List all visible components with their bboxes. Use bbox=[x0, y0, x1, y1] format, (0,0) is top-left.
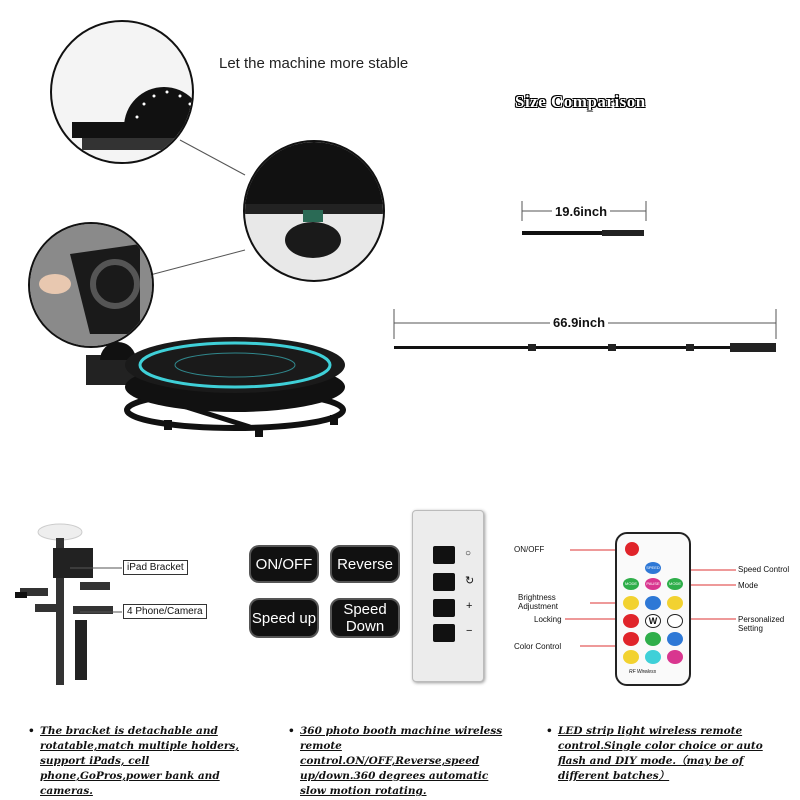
bullet-booth-remote-text: 360 photo booth machine wireless remote control.ON/OFF,Reverse,speed up/down.360 degrees automatic slow motion rotating. bbox=[300, 725, 503, 797]
speed-down-button: Speed Down bbox=[330, 598, 400, 638]
power-symbol: ○ bbox=[465, 548, 472, 559]
remote-key-power bbox=[433, 546, 455, 564]
remote-key-plus bbox=[433, 599, 455, 617]
bullet-bracket-text: The bracket is detachable and rotatable,match multiple holders, support iPads, cell phone,GoPros,power bank and cameras. bbox=[40, 725, 239, 797]
bullet-booth-remote bbox=[288, 724, 515, 799]
led-white-key: W bbox=[645, 614, 661, 628]
led-settings-key bbox=[667, 614, 683, 628]
led-power-key bbox=[625, 542, 639, 556]
led-red-key bbox=[623, 632, 639, 646]
led-brand-label: RF Wireless bbox=[629, 669, 657, 675]
led-pink-key bbox=[667, 650, 683, 664]
led-brightness-down-key bbox=[623, 596, 639, 610]
ipad-bracket-label: iPad Bracket bbox=[123, 560, 188, 575]
led-green-key bbox=[645, 632, 661, 646]
remote-key-minus bbox=[433, 624, 455, 642]
bullet-led-remote-text: LED strip light wireless remote control.Single color choice or auto flash and DIY mode.（may be of different batches） bbox=[558, 725, 763, 782]
minus-symbol: − bbox=[466, 625, 473, 637]
plus-symbol: + bbox=[466, 600, 473, 612]
bullet-led-remote bbox=[546, 724, 768, 784]
speed-up-button: Speed up bbox=[249, 598, 319, 638]
on-off-button: ON/OFF bbox=[249, 545, 319, 583]
detail-circle-bracket-disc bbox=[50, 20, 194, 164]
led-label-locking: Locking bbox=[534, 615, 562, 624]
long-length-label: 66.9inch bbox=[550, 315, 608, 330]
led-mode-key-right: MODE bbox=[667, 578, 683, 590]
led-label-personalized: Personalized Setting bbox=[738, 615, 785, 633]
led-remote bbox=[615, 532, 691, 686]
booth-remote bbox=[412, 510, 484, 682]
led-label-speed-control: Speed Control bbox=[738, 565, 790, 574]
led-lock-key bbox=[623, 614, 639, 628]
led-label-on-off: ON/OFF bbox=[514, 545, 545, 554]
short-length-label: 19.6inch bbox=[552, 204, 610, 219]
led-brightness-mid-key bbox=[645, 596, 661, 610]
led-mode-key-left: MODE bbox=[623, 578, 639, 590]
turntable-photo bbox=[80, 335, 360, 440]
reverse-button: Reverse bbox=[330, 545, 400, 583]
phone-camera-label: 4 Phone/Camera bbox=[123, 604, 207, 619]
detail-circle-hand-adjust bbox=[28, 222, 154, 348]
short-pole-diagram bbox=[518, 195, 658, 245]
bullet-bracket bbox=[28, 724, 255, 799]
bullet-dot-icon: • bbox=[28, 725, 35, 737]
size-comparison-title: Size Comparison bbox=[515, 92, 646, 111]
led-cyan-key bbox=[645, 650, 661, 664]
bullet-dot-icon: • bbox=[546, 725, 553, 737]
led-blue-key bbox=[667, 632, 683, 646]
led-yellow-key bbox=[623, 650, 639, 664]
callout-lines bbox=[60, 560, 130, 620]
detail-circle-foot bbox=[243, 140, 385, 282]
led-label-brightness: Brightness Adjustment bbox=[518, 593, 559, 611]
bullet-dot-icon: • bbox=[288, 725, 295, 737]
led-label-mode: Mode bbox=[738, 581, 759, 590]
stable-caption: Let the machine more stable bbox=[219, 55, 409, 72]
reverse-symbol: ↻ bbox=[465, 575, 475, 587]
led-speed-key: SPEED bbox=[645, 562, 661, 574]
led-label-color-control: Color Control bbox=[514, 642, 562, 651]
long-pole-diagram bbox=[390, 305, 785, 360]
led-pause-key: PAUSE bbox=[645, 578, 661, 590]
remote-key-reverse bbox=[433, 573, 455, 591]
led-brightness-up-key bbox=[667, 596, 683, 610]
